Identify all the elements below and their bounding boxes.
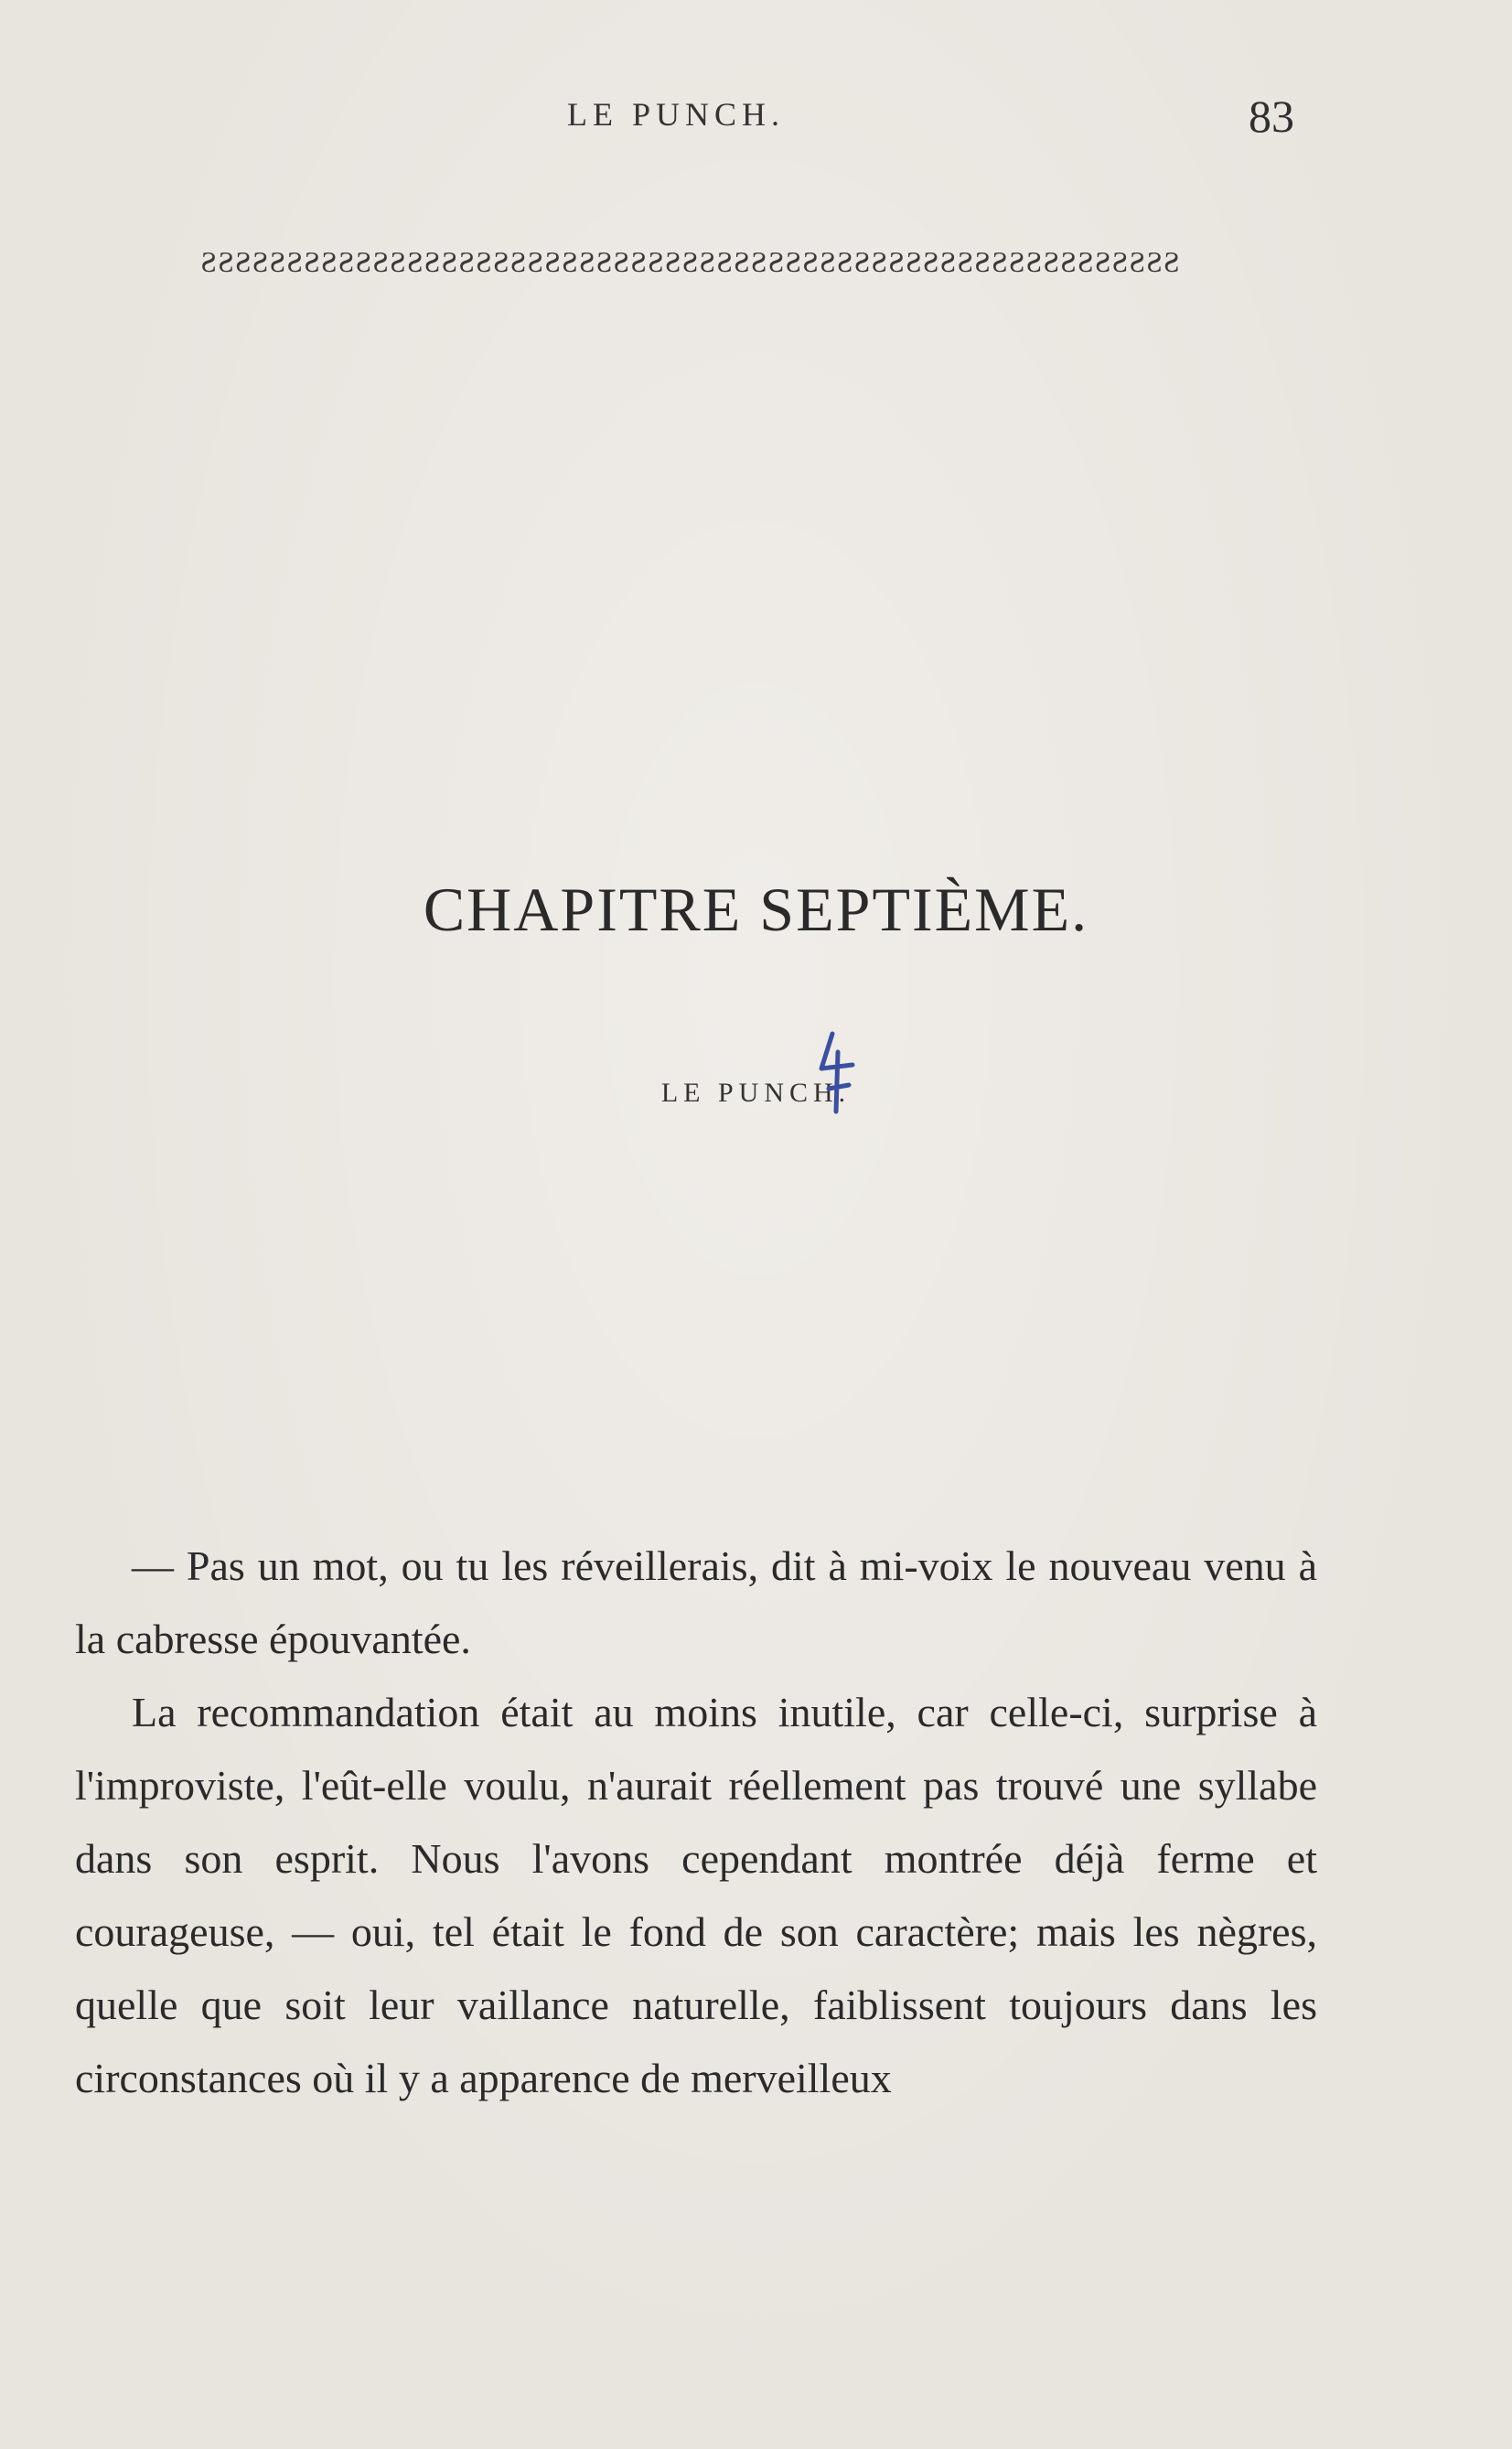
chapter-title: CHAPITRE SEPTIÈME.: [423, 875, 1089, 944]
ornamental-rule: ƧƧƧƧƧƧƧƧƧƧƧƧƧƧƧƧƧƧƧƧƧƧƧƧƧƧƧƧƧƧƧƧƧƧƧƧƧƧƧƧƧƧƧƧƧƧƧƧƧƧƧƧƧƧƧƧƧ: [200, 245, 1181, 278]
body-text: [75, 1530, 1317, 2115]
running-header: [0, 90, 1512, 145]
handwritten-annotation-mark: [805, 1025, 878, 1125]
chapter-subtitle: LE PUNCH.: [660, 1078, 852, 1108]
page-number: 83: [1249, 91, 1294, 142]
running-title: LE PUNCH.: [567, 96, 786, 133]
paragraph: — Pas un mot, ou tu les réveillerais, dit à mi-voix le nouveau venu à la cabresse épouvantée.: [75, 1542, 1317, 1662]
paragraph: La recommandation était au moins inutile, car celle-ci, surprise à l'improviste, l'eût-elle voulu, n'aurait réellement pas trouvé une syllabe dans son esprit. Nous l'avons cependant montrée déjà ferme et courageuse, — oui, tel était le fond de son caractère; mais les nègres, quelle que soit leur vaillance naturelle, faiblissent toujours dans les circonstances où il y a apparence de merveilleux: [75, 1689, 1317, 2101]
